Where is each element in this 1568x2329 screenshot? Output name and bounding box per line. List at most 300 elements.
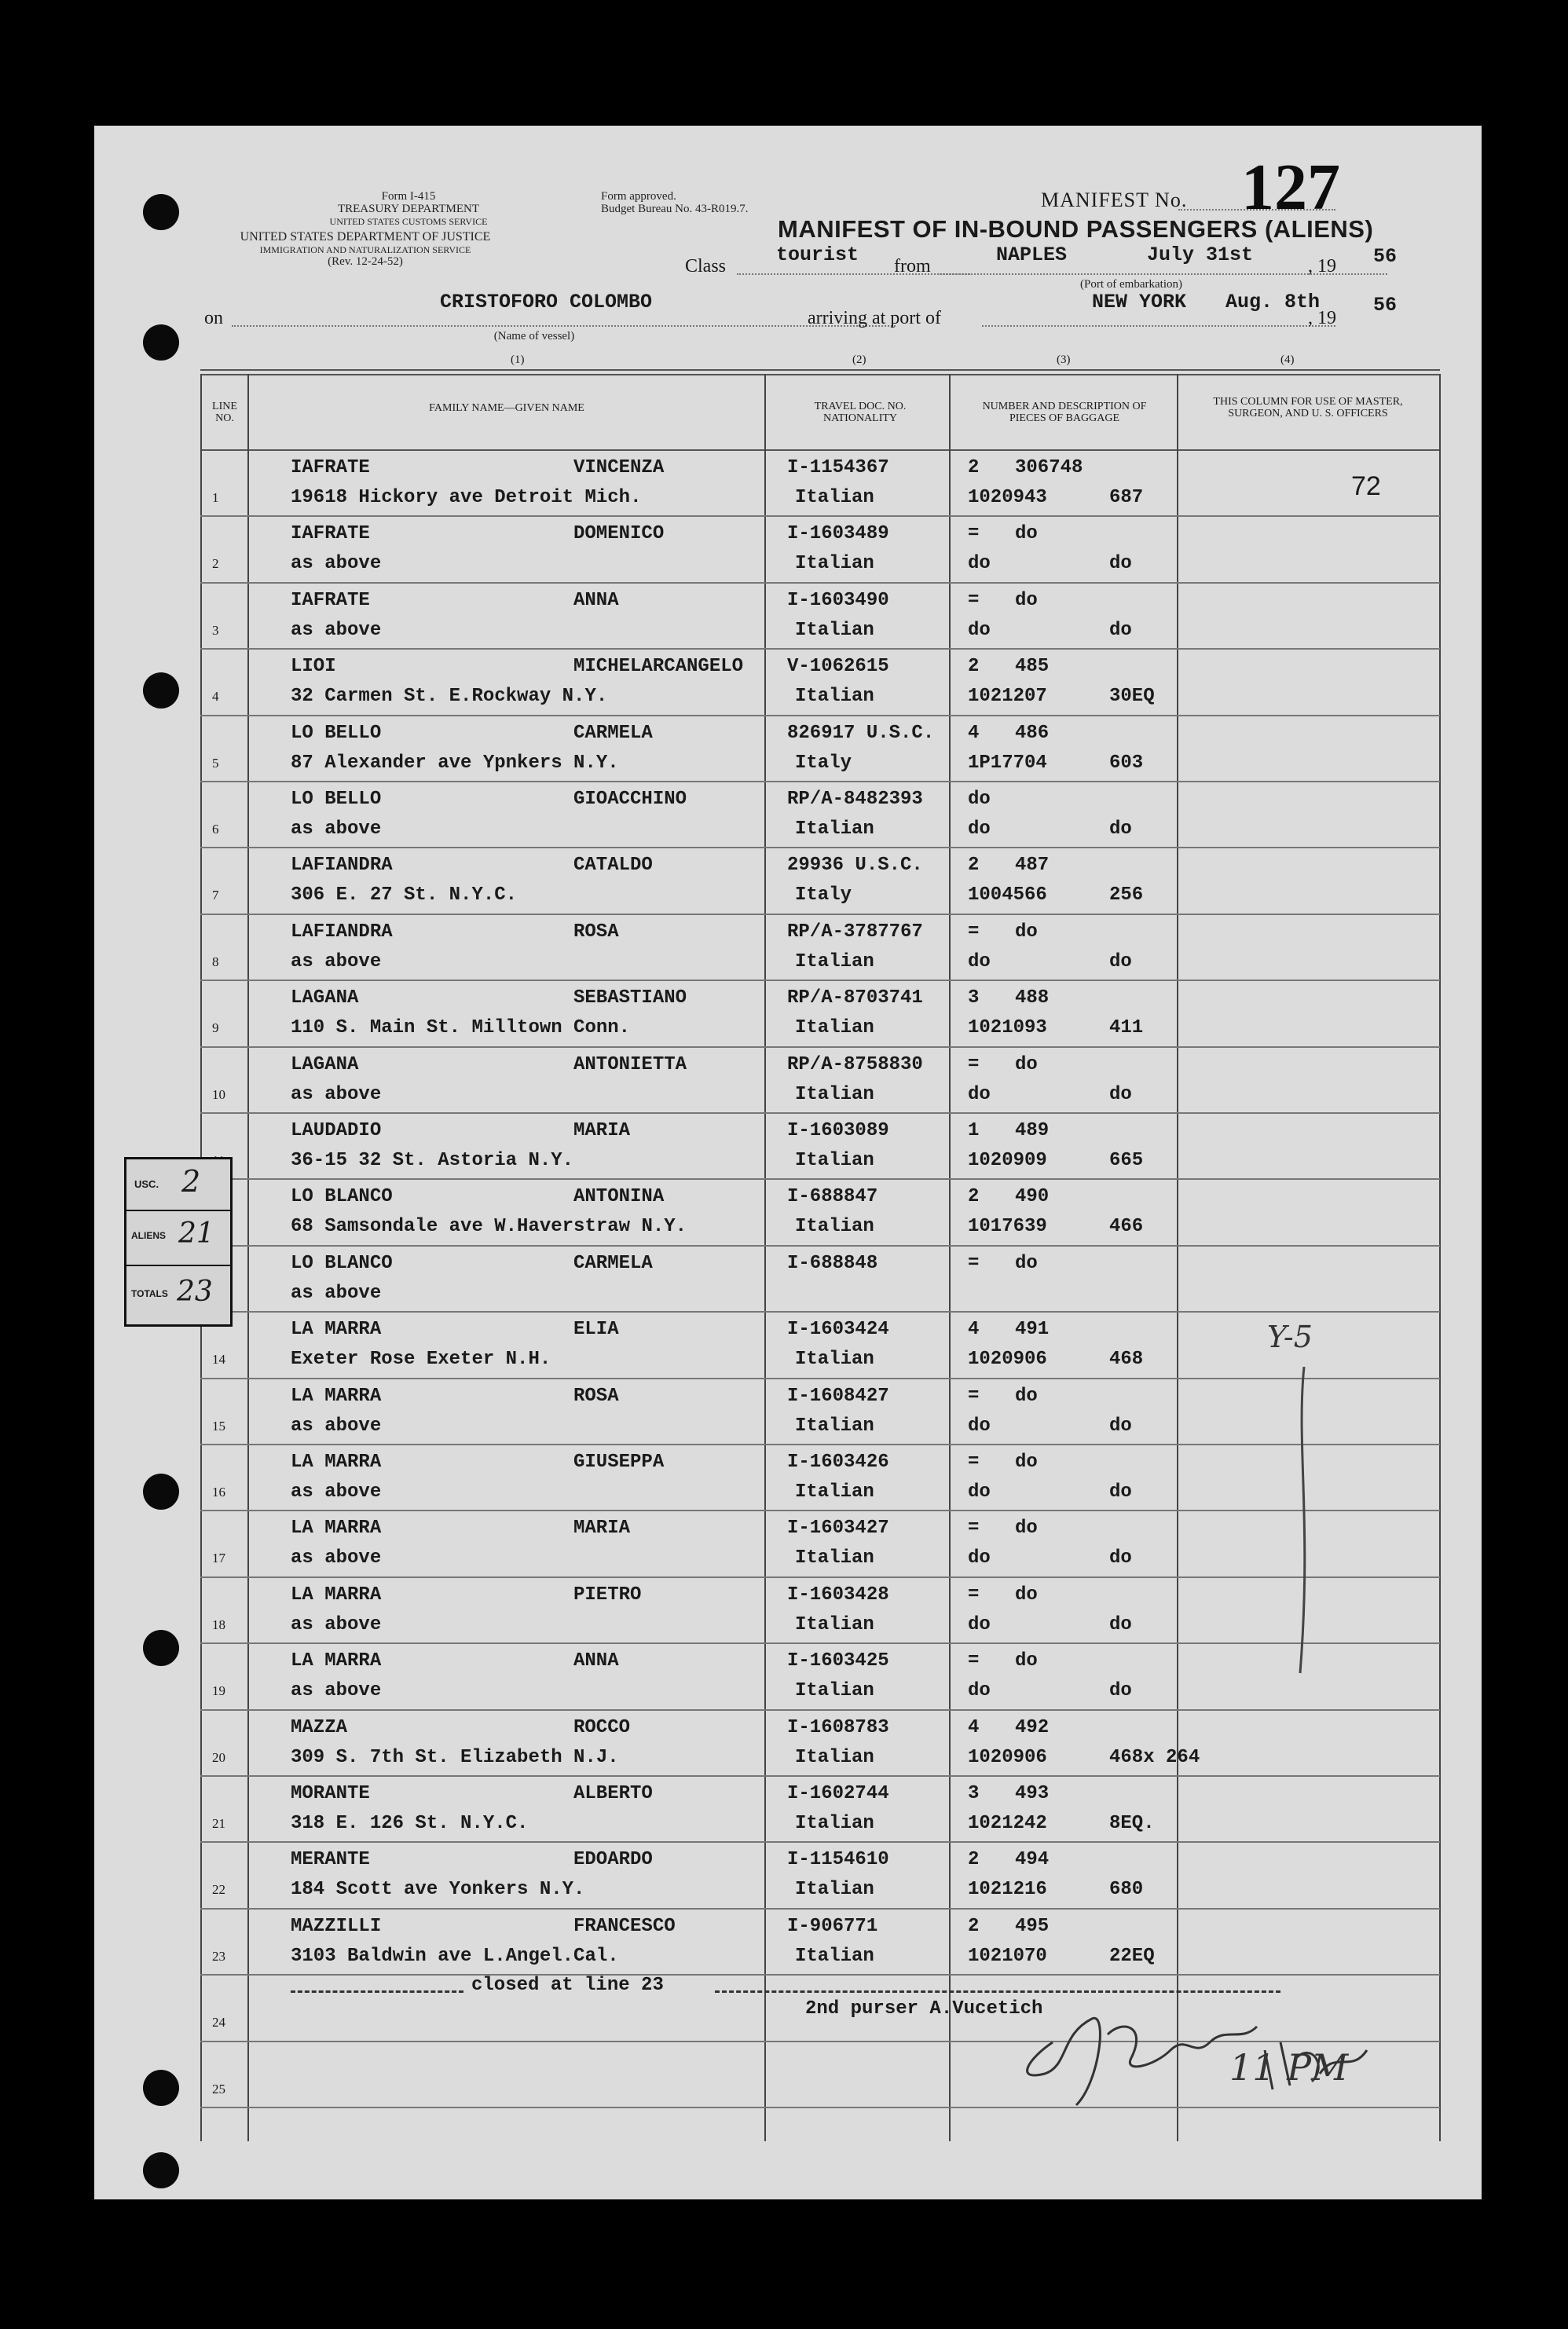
from-port: NAPLES xyxy=(996,244,1068,266)
travel-doc: I-1603425 xyxy=(787,1650,889,1672)
nationality: Italian xyxy=(795,1613,874,1635)
baggage-number: do xyxy=(968,1680,991,1702)
punch-hole xyxy=(143,1474,179,1510)
baggage-desc: 466 xyxy=(1109,1216,1144,1238)
family-name: LA MARRA xyxy=(291,1452,382,1473)
given-name: ANNA xyxy=(573,1650,619,1672)
line-number: 19 xyxy=(212,1683,225,1699)
baggage-count: 2 xyxy=(968,656,980,678)
line-number: 17 xyxy=(212,1551,225,1566)
line-number: 3 xyxy=(212,622,219,638)
row-divider xyxy=(200,1046,1440,1048)
family-name: LAUDADIO xyxy=(291,1120,382,1141)
baggage-desc: do xyxy=(1109,1680,1132,1702)
usc-value: 2 xyxy=(181,1164,201,1199)
baggage-desc: do xyxy=(1109,619,1132,641)
nationality: Italian xyxy=(795,950,874,972)
family-name: MORANTE xyxy=(291,1783,370,1804)
travel-doc: I-1154610 xyxy=(787,1849,889,1871)
family-name: LA MARRA xyxy=(291,1385,382,1407)
doj: UNITED STATES DEPARTMENT OF JUSTICE xyxy=(240,230,491,244)
baggage-count: = xyxy=(968,1385,980,1407)
travel-doc: I-688847 xyxy=(787,1186,878,1208)
col-number-4: (4) xyxy=(1280,353,1295,366)
address: 68 Samsondale ave W.Haverstraw N.Y. xyxy=(291,1216,687,1238)
given-name: GIUSEPPA xyxy=(573,1452,665,1473)
baggage-count: 2 xyxy=(968,1849,980,1871)
baggage-number: 1020906 xyxy=(968,1746,1047,1768)
totals-stamp xyxy=(124,1157,233,1327)
nationality: Italian xyxy=(795,1017,874,1039)
col-number-1: (1) xyxy=(511,353,525,366)
address: 306 E. 27 St. N.Y.C. xyxy=(291,884,518,906)
baggage-desc: do xyxy=(1109,818,1132,840)
baggage-desc: 411 xyxy=(1109,1017,1144,1039)
ins: IMMIGRATION AND NATURALIZATION SERVICE xyxy=(259,244,471,255)
family-name: LIOI xyxy=(291,656,336,678)
punch-hole xyxy=(143,194,179,230)
manifest-sheet xyxy=(94,126,1482,2199)
nationality: Italian xyxy=(795,487,874,508)
row-divider xyxy=(200,1709,1440,1711)
nationality: Italian xyxy=(795,1813,874,1834)
baggage-desc: do xyxy=(1109,950,1132,972)
travel-doc: I-906771 xyxy=(787,1915,878,1937)
given-name: ALBERTO xyxy=(573,1783,653,1804)
given-name: ANTONIETTA xyxy=(573,1053,687,1075)
travel-doc: I-1608427 xyxy=(787,1385,889,1407)
revision: (Rev. 12-24-52) xyxy=(328,255,403,268)
baggage-ticket: 486 xyxy=(1015,722,1050,744)
punch-hole xyxy=(143,672,179,709)
address: 3103 Baldwin ave L.Angel.Cal. xyxy=(291,1945,619,1967)
address: as above xyxy=(291,553,382,575)
treasury-dept: TREASURY DEPARTMENT xyxy=(337,203,480,215)
given-name: MARIA xyxy=(573,1120,631,1141)
baggage-number: do xyxy=(968,1481,991,1503)
travel-doc: RP/A-8482393 xyxy=(787,789,923,810)
baggage-ticket: 485 xyxy=(1015,656,1050,678)
arrival-port: NEW YORK xyxy=(1092,291,1187,313)
baggage-count: 3 xyxy=(968,1783,980,1804)
baggage-ticket: do xyxy=(1015,1252,1038,1274)
port-embark-label: (Port of embarkation) xyxy=(1080,278,1182,291)
baggage-desc: do xyxy=(1109,553,1132,575)
family-name: MERANTE xyxy=(291,1849,370,1871)
address: as above xyxy=(291,1083,382,1105)
nationality: Italian xyxy=(795,1216,874,1238)
on-label: on xyxy=(204,308,223,328)
line-number: 21 xyxy=(212,1816,225,1831)
given-name: ROSA xyxy=(573,921,619,943)
nationality: Italian xyxy=(795,1481,874,1503)
totals-label: TOTALS xyxy=(131,1288,168,1299)
given-name: ROSA xyxy=(573,1385,619,1407)
baggage-count: = xyxy=(968,1650,980,1672)
baggage-ticket: 495 xyxy=(1015,1915,1050,1937)
form-number: Form I-415 xyxy=(381,190,436,203)
travel-doc: V-1062615 xyxy=(787,656,889,678)
baggage-desc: 30EQ xyxy=(1109,686,1155,708)
baggage-number: do xyxy=(968,1547,991,1569)
given-name: PIETRO xyxy=(573,1584,642,1606)
address: as above xyxy=(291,1282,382,1304)
baggage-desc: 468 xyxy=(1109,1349,1144,1371)
baggage-count: = xyxy=(968,589,980,611)
baggage-count: = xyxy=(968,1584,980,1606)
address: 36-15 32 St. Astoria N.Y. xyxy=(291,1150,574,1171)
address: as above xyxy=(291,619,382,641)
address: as above xyxy=(291,1547,382,1569)
baggage-ticket: do xyxy=(1015,1452,1038,1473)
travel-doc: 29936 U.S.C. xyxy=(787,855,923,877)
line-number: 10 xyxy=(212,1086,225,1102)
line-number: 14 xyxy=(212,1352,225,1368)
row-divider xyxy=(200,781,1440,782)
row-divider xyxy=(200,1841,1440,1843)
usc-label: USC. xyxy=(134,1178,159,1190)
baggage-desc: 468x 264 xyxy=(1109,1746,1200,1768)
address: 32 Carmen St. E.Rockway N.Y. xyxy=(291,686,608,708)
row-divider xyxy=(200,582,1440,584)
address: as above xyxy=(291,1613,382,1635)
vessel-label: (Name of vessel) xyxy=(493,330,575,342)
baggage-desc: do xyxy=(1109,1613,1132,1635)
nationality: Italy xyxy=(795,752,852,774)
line-number: 15 xyxy=(212,1418,225,1434)
travel-doc: I-1603490 xyxy=(787,589,889,611)
baggage-count: 1 xyxy=(968,1120,980,1141)
address: Exeter Rose Exeter N.H. xyxy=(291,1349,551,1371)
address: 318 E. 126 St. N.Y.C. xyxy=(291,1813,529,1834)
arriving-label: arriving at port of xyxy=(808,308,941,328)
baggage-desc: do xyxy=(1109,1083,1132,1105)
baggage-count: = xyxy=(968,1053,980,1075)
form-approved: Form approved. xyxy=(601,190,676,203)
baggage-count: 2 xyxy=(968,1915,980,1937)
baggage-desc: 8EQ. xyxy=(1109,1813,1155,1834)
address: as above xyxy=(291,950,382,972)
given-name: ROCCO xyxy=(573,1716,631,1738)
nationality: Italian xyxy=(795,1083,874,1105)
address: 309 S. 7th St. Elizabeth N.J. xyxy=(291,1746,619,1768)
baggage-count: 2 xyxy=(968,1186,980,1208)
travel-doc: I-1608783 xyxy=(787,1716,889,1738)
baggage-desc: 603 xyxy=(1109,752,1144,774)
row-divider xyxy=(200,1311,1440,1313)
address: as above xyxy=(291,818,382,840)
travel-doc: RP/A-8703741 xyxy=(787,987,923,1009)
family-name: MAZZA xyxy=(291,1716,348,1738)
baggage-ticket: do xyxy=(1015,1584,1038,1606)
col-header-line: LINE NO. xyxy=(212,401,237,424)
nationality: Italian xyxy=(795,1879,874,1901)
row-divider xyxy=(200,715,1440,716)
signature-note: 11 PM xyxy=(1229,2046,1349,2089)
baggage-ticket: do xyxy=(1015,1650,1038,1672)
baggage-number: 1021216 xyxy=(968,1879,1047,1901)
baggage-ticket: 491 xyxy=(1015,1319,1050,1341)
year-from: 56 xyxy=(1373,245,1398,268)
given-name: VINCENZA xyxy=(573,457,665,478)
customs-service: UNITED STATES CUSTOMS SERVICE xyxy=(329,216,488,227)
given-name: ANNA xyxy=(573,589,619,611)
travel-doc: 826917 U.S.C. xyxy=(787,722,935,744)
baggage-ticket: do xyxy=(1015,1518,1038,1540)
aliens-value: 21 xyxy=(178,1218,214,1250)
baggage-number: 1020906 xyxy=(968,1349,1047,1371)
line-number: 18 xyxy=(212,1617,225,1632)
baggage-count: = xyxy=(968,1518,980,1540)
baggage-desc: 22EQ xyxy=(1109,1945,1155,1967)
travel-doc: I-1603427 xyxy=(787,1518,889,1540)
family-name: LA MARRA xyxy=(291,1518,382,1540)
row-divider xyxy=(200,1642,1440,1644)
baggage-count: = xyxy=(968,1452,980,1473)
baggage-ticket: do xyxy=(1015,589,1038,611)
departure-date: July 31st xyxy=(1147,244,1254,266)
baggage-count: 2 xyxy=(968,457,980,478)
baggage-ticket: 488 xyxy=(1015,987,1050,1009)
given-name: EDOARDO xyxy=(573,1849,653,1871)
baggage-desc: do xyxy=(1109,1415,1132,1437)
col-header-baggage: NUMBER AND DESCRIPTION OF PIECES OF BAGGAGE xyxy=(982,401,1147,424)
manifest-label: MANIFEST No. xyxy=(1041,189,1188,211)
line-number: 7 xyxy=(212,888,219,903)
baggage-number: 1021242 xyxy=(968,1813,1047,1834)
baggage-count: 4 xyxy=(968,1716,980,1738)
baggage-number: do xyxy=(968,1415,991,1437)
baggage-desc: 256 xyxy=(1109,884,1144,906)
nationality: Italian xyxy=(795,1150,874,1171)
line-number: 20 xyxy=(212,1749,225,1765)
nationality: Italian xyxy=(795,1547,874,1569)
given-name: SEBASTIANO xyxy=(573,987,687,1009)
manifest-number: 127 xyxy=(1241,151,1340,224)
col-number-2: (2) xyxy=(852,353,866,366)
baggage-count: 4 xyxy=(968,1319,980,1341)
given-name: GIOACCHINO xyxy=(573,789,687,810)
nationality: Italian xyxy=(795,686,874,708)
row-divider xyxy=(200,980,1440,981)
row-divider xyxy=(200,515,1440,517)
line-number: 16 xyxy=(212,1485,225,1500)
row-divider xyxy=(200,1444,1440,1445)
row-divider xyxy=(200,1775,1440,1777)
baggage-count: 2 xyxy=(968,855,980,877)
baggage-desc: 665 xyxy=(1109,1150,1144,1171)
row-divider xyxy=(200,1178,1440,1180)
col-header-name: FAMILY NAME—GIVEN NAME xyxy=(429,402,584,414)
address: as above xyxy=(291,1415,382,1437)
margin-bracket-line xyxy=(1288,1367,1320,1681)
line-number: 2 xyxy=(212,556,219,572)
given-name: ELIA xyxy=(573,1319,619,1341)
baggage-number: 1P17704 xyxy=(968,752,1047,774)
travel-doc: I-1603089 xyxy=(787,1120,889,1141)
baggage-ticket: 487 xyxy=(1015,855,1050,877)
baggage-ticket: 306748 xyxy=(1015,457,1083,478)
baggage-ticket: do xyxy=(1015,1053,1038,1075)
given-name: FRANCESCO xyxy=(573,1915,676,1937)
travel-doc: I-1602744 xyxy=(787,1783,889,1804)
margin-note: Y-5 xyxy=(1267,1320,1313,1354)
nationality: Italian xyxy=(795,619,874,641)
document-title: MANIFEST OF IN-BOUND PASSENGERS (ALIENS) xyxy=(778,215,1374,243)
budget-bureau: Budget Bureau No. 43-R019.7. xyxy=(601,203,749,215)
family-name: MAZZILLI xyxy=(291,1915,382,1937)
baggage-number: do xyxy=(968,818,991,840)
baggage-count: = xyxy=(968,523,980,545)
col-header-travel-doc: TRAVEL DOC. NO. NATIONALITY xyxy=(814,401,907,424)
given-name: MICHELARCANGELO xyxy=(573,656,744,678)
year-prefix: , 19 xyxy=(1308,256,1336,276)
baggage-number: do xyxy=(968,950,991,972)
family-name: LAFIANDRA xyxy=(291,921,393,943)
family-name: IAFRATE xyxy=(291,589,370,611)
nationality: Italian xyxy=(795,1945,874,1967)
class-label: Class xyxy=(685,256,727,276)
baggage-ticket: do xyxy=(1015,1385,1038,1407)
family-name: LAGANA xyxy=(291,987,359,1009)
baggage-number: 1021093 xyxy=(968,1017,1047,1039)
baggage-count: = xyxy=(968,921,980,943)
baggage-number: do xyxy=(968,553,991,575)
baggage-number: do xyxy=(968,1083,991,1105)
baggage-desc: 680 xyxy=(1109,1879,1144,1901)
baggage-ticket: do xyxy=(1015,921,1038,943)
travel-doc: I-1603489 xyxy=(787,523,889,545)
travel-doc: RP/A-8758830 xyxy=(787,1053,923,1075)
row-divider xyxy=(200,1378,1440,1379)
travel-doc: I-1603428 xyxy=(787,1584,889,1606)
baggage-number: do xyxy=(968,619,991,641)
family-name: LA MARRA xyxy=(291,1650,382,1672)
from-label: from xyxy=(894,256,931,276)
address: 87 Alexander ave Ypnkers N.Y. xyxy=(291,752,619,774)
family-name: LO BELLO xyxy=(291,789,382,810)
row-divider xyxy=(200,1576,1440,1578)
nationality: Italian xyxy=(795,818,874,840)
given-name: DOMENICO xyxy=(573,523,665,545)
given-name: CARMELA xyxy=(573,722,653,744)
baggage-number: 1021070 xyxy=(968,1945,1047,1967)
baggage-number: 1004566 xyxy=(968,884,1047,906)
baggage-ticket: 494 xyxy=(1015,1849,1050,1871)
baggage-number: 1017639 xyxy=(968,1216,1047,1238)
punch-hole xyxy=(143,1630,179,1666)
nationality: Italian xyxy=(795,1415,874,1437)
baggage-ticket: 493 xyxy=(1015,1783,1050,1804)
line-number: 9 xyxy=(212,1020,219,1036)
nationality: Italian xyxy=(795,1746,874,1768)
baggage-count: do xyxy=(968,789,991,810)
row-divider xyxy=(200,1974,1440,1976)
family-name: LO BLANCO xyxy=(291,1186,393,1208)
line-number: 6 xyxy=(212,822,219,837)
baggage-ticket: 490 xyxy=(1015,1186,1050,1208)
family-name: LO BELLO xyxy=(291,722,382,744)
travel-doc: I-1603426 xyxy=(787,1452,889,1473)
line-number: 4 xyxy=(212,689,219,705)
row-divider xyxy=(200,1908,1440,1910)
family-name: IAFRATE xyxy=(291,457,370,478)
vessel-name: CRISTOFORO COLOMBO xyxy=(440,291,653,313)
address: 184 Scott ave Yonkers N.Y. xyxy=(291,1879,585,1901)
punch-hole xyxy=(143,2152,179,2188)
baggage-number: do xyxy=(968,1613,991,1635)
year-prefix-arrival: , 19 xyxy=(1308,308,1336,328)
address: 19618 Hickory ave Detroit Mich. xyxy=(291,487,642,508)
travel-doc: I-688848 xyxy=(787,1252,878,1274)
row-divider xyxy=(200,648,1440,650)
totals-value: 23 xyxy=(177,1276,213,1308)
nationality: Italy xyxy=(795,884,852,906)
aliens-label: ALIENS xyxy=(131,1230,167,1241)
class-value: tourist xyxy=(776,244,859,266)
line-number: 22 xyxy=(212,1882,225,1898)
purser-note: 2nd purser A.Vucetich xyxy=(805,1998,1043,2020)
baggage-count: 4 xyxy=(968,722,980,744)
baggage-desc: 687 xyxy=(1109,487,1144,508)
baggage-number: 1021207 xyxy=(968,686,1047,708)
arrival-date: Aug. 8th xyxy=(1225,291,1321,313)
row-divider xyxy=(200,847,1440,848)
given-name: CATALDO xyxy=(573,855,653,877)
officer-note-72: 72 xyxy=(1351,471,1381,501)
family-name: LAFIANDRA xyxy=(291,855,393,877)
given-name: ANTONINA xyxy=(573,1186,665,1208)
given-name: CARMELA xyxy=(573,1252,653,1274)
punch-hole xyxy=(143,324,179,361)
baggage-ticket: 489 xyxy=(1015,1120,1050,1141)
line-number: 1 xyxy=(212,490,219,505)
nationality: Italian xyxy=(795,1680,874,1702)
nationality: Italian xyxy=(795,553,874,575)
travel-doc: RP/A-3787767 xyxy=(787,921,923,943)
punch-hole xyxy=(143,2070,179,2106)
row-divider xyxy=(200,914,1440,915)
row-divider xyxy=(200,1112,1440,1114)
line-number: 5 xyxy=(212,755,219,771)
nationality: Italian xyxy=(795,1349,874,1371)
family-name: LO BLANCO xyxy=(291,1252,393,1274)
line-number: 24 xyxy=(212,2015,225,2031)
baggage-ticket: do xyxy=(1015,523,1038,545)
travel-doc: I-1154367 xyxy=(787,457,889,478)
address: 110 S. Main St. Milltown Conn. xyxy=(291,1017,631,1039)
baggage-desc: do xyxy=(1109,1481,1132,1503)
col-header-officers: THIS COLUMN FOR USE OF MASTER, SURGEON, AND U. S. OFFICERS xyxy=(1213,396,1403,419)
family-name: LA MARRA xyxy=(291,1584,382,1606)
baggage-count: = xyxy=(968,1252,980,1274)
col-number-3: (3) xyxy=(1057,353,1071,366)
baggage-number: 1020909 xyxy=(968,1150,1047,1171)
line-number: 25 xyxy=(212,2081,225,2096)
year-arrival: 56 xyxy=(1373,294,1398,317)
line-number: 23 xyxy=(212,1948,225,1964)
given-name: MARIA xyxy=(573,1518,631,1540)
baggage-ticket: 492 xyxy=(1015,1716,1050,1738)
baggage-number: 1020943 xyxy=(968,487,1047,508)
row-divider xyxy=(200,1510,1440,1511)
family-name: LA MARRA xyxy=(291,1319,382,1341)
address: as above xyxy=(291,1481,382,1503)
family-name: IAFRATE xyxy=(291,523,370,545)
address: as above xyxy=(291,1680,382,1702)
closed-note: closed at line 23 xyxy=(471,1975,664,1996)
baggage-count: 3 xyxy=(968,987,980,1009)
